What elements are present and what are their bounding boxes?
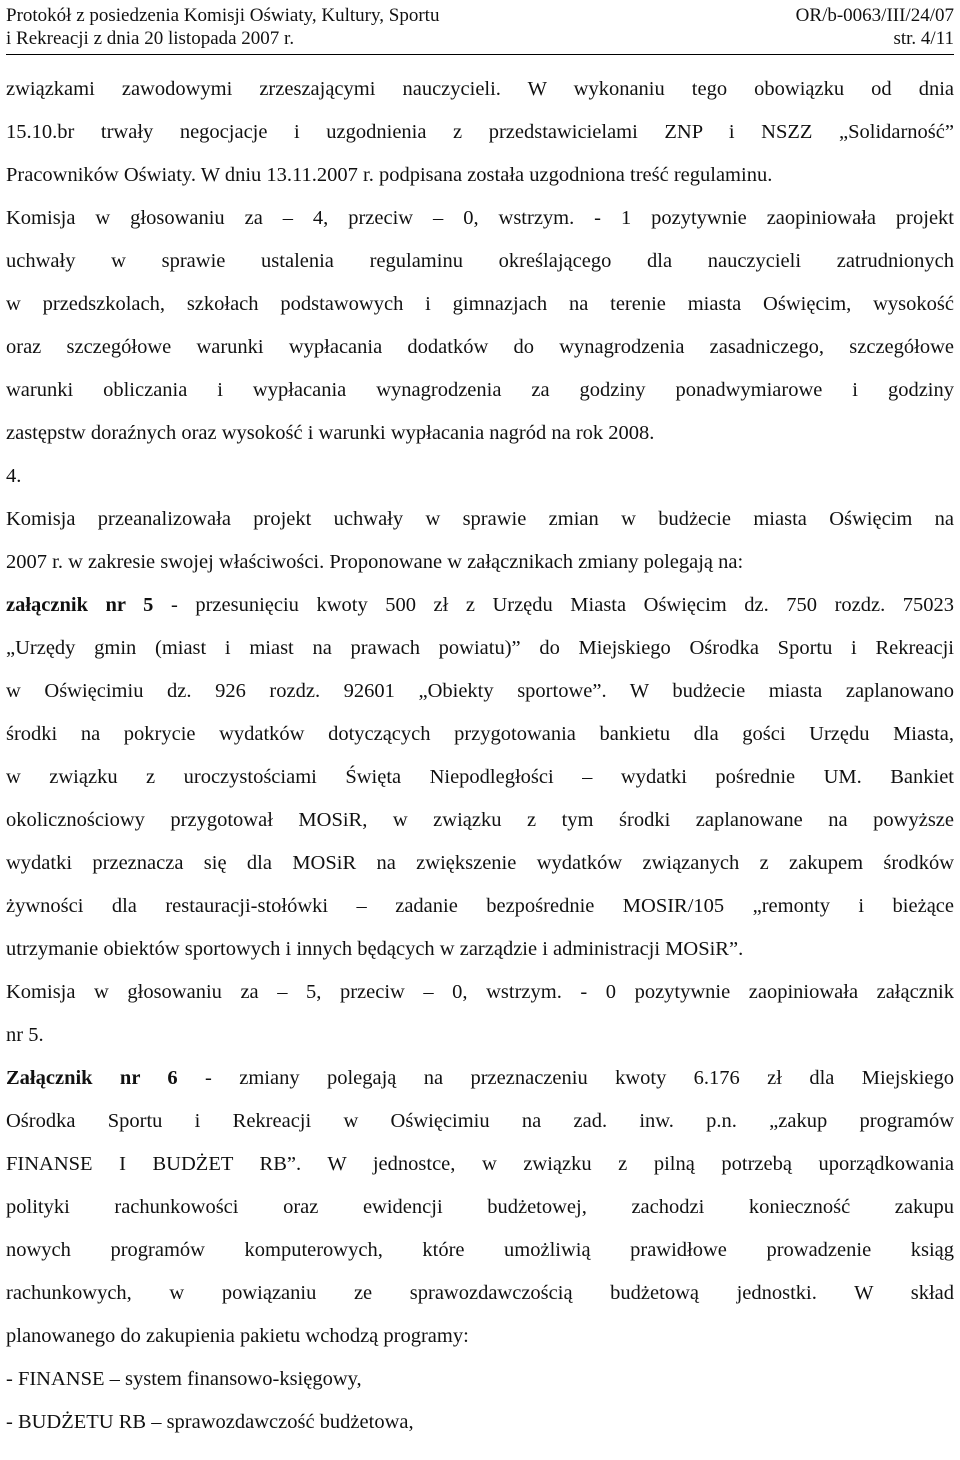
text-line xyxy=(6,369,954,412)
line-text: oraz szczegółowe warunki wypłacania dodatków do wynagrodzenia zasadniczego, szczegółowe xyxy=(6,336,954,358)
text-line xyxy=(6,713,954,756)
text-line xyxy=(6,1315,954,1358)
header-row-2 xyxy=(6,27,954,50)
text-line xyxy=(6,111,954,154)
line-text: nr 5. xyxy=(6,1024,44,1046)
text-line xyxy=(6,154,954,197)
text-line xyxy=(6,1186,954,1229)
text-line xyxy=(6,584,954,627)
text-line xyxy=(6,197,954,240)
text-line xyxy=(6,842,954,885)
line-text: okolicznościowy przygotował MOSiR, w związku z tym środki zaplanowane na powyższe xyxy=(6,809,954,831)
text-line xyxy=(6,283,954,326)
text-line xyxy=(6,240,954,283)
line-text: - FINANSE – system finansowo-księgowy, xyxy=(6,1368,362,1390)
line-text: uchwały w sprawie ustalenia regulaminu określającego dla nauczycieli zatrudnionych xyxy=(6,250,954,272)
header-page-label: str. 4/11 xyxy=(893,28,954,49)
text-line xyxy=(6,885,954,928)
document-body xyxy=(6,68,954,1444)
line-text: rachunkowych, w powiązaniu ze sprawozdawczością budżetową jednostki. W skład xyxy=(6,1282,954,1304)
line-text: zastępstw doraźnych oraz wysokość i warunki wypłacania nagród na rok 2008. xyxy=(6,422,655,444)
line-text: nowych programów komputerowych, które umożliwią prawidłowe prowadzenie ksiąg xyxy=(6,1239,954,1261)
text-line xyxy=(6,1057,954,1100)
text-line xyxy=(6,1014,954,1057)
line-text: 15.10.br trwały negocjacje i uzgodnienia z przedstawicielami ZNP i NSZZ „Solidarność” xyxy=(6,121,954,143)
text-line xyxy=(6,541,954,584)
line-text: 4. xyxy=(6,465,22,487)
page-header xyxy=(6,4,954,55)
text-line xyxy=(6,971,954,1014)
line-text: utrzymanie obiektów sportowych i innych będących w zarządzie i administracji MOSiR”. xyxy=(6,938,744,960)
header-title-line1: Protokół z posiedzenia Komisji Oświaty, Kultury, Sportu xyxy=(6,5,440,26)
text-line xyxy=(6,627,954,670)
line-text: środki na pokrycie wydatków dotyczących przygotowania bankietu dla gości Urzędu Miasta, xyxy=(6,723,954,745)
text-line xyxy=(6,1100,954,1143)
text-line xyxy=(6,1272,954,1315)
line-text: polityki rachunkowości oraz ewidencji budżetowej, zachodzi konieczność zakupu xyxy=(6,1196,954,1218)
line-text: - BUDŻETU RB – sprawozdawczość budżetowa, xyxy=(6,1411,414,1433)
line-text: w związku z uroczystościami Święta Niepodległości – wydatki pośrednie UM. Bankiet xyxy=(6,766,954,788)
line-text: żywności dla restauracji-stołówki – zadanie bezpośrednie MOSIR/105 „remonty i bieżące xyxy=(6,895,954,917)
line-text: - zmiany polegają na przeznaczeniu kwoty 6.176 zł dla Miejskiego xyxy=(177,1067,954,1089)
text-line xyxy=(6,455,954,498)
line-text: związkami zawodowymi zrzeszającymi nauczycieli. W wykonaniu tego obowiązku od dnia xyxy=(6,78,954,100)
text-line xyxy=(6,1229,954,1272)
line-text: Komisja przeanalizowała projekt uchwały w sprawie zmian w budżecie miasta Oświęcim na xyxy=(6,508,954,530)
text-line xyxy=(6,412,954,455)
line-text: w Oświęcimiu dz. 926 rozdz. 92601 „Obiekty sportowe”. W budżecie miasta zaplanowano xyxy=(6,680,954,702)
header-doc-number: OR/b-0063/III/24/07 xyxy=(795,5,954,26)
line-text: „Urzędy gmin (miast i miast na prawach powiatu)” do Miejskiego Ośrodka Sportu i Rekreacji xyxy=(6,637,954,659)
line-text: warunki obliczania i wypłacania wynagrodzenia za godziny ponadwymiarowe i godziny xyxy=(6,379,954,401)
line-text: Komisja w głosowaniu za – 4, przeciw – 0, wstrzym. - 1 pozytywnie zaopiniowała projekt xyxy=(6,207,954,229)
text-line xyxy=(6,68,954,111)
line-text: 2007 r. w zakresie swojej właściwości. Proponowane w załącznikach zmiany polegają na: xyxy=(6,551,744,573)
text-line xyxy=(6,1358,954,1401)
line-text: Komisja w głosowaniu za – 5, przeciw – 0, wstrzym. - 0 pozytywnie zaopiniowała załącznik xyxy=(6,981,954,1003)
line-text: Pracowników Oświaty. W dniu 13.11.2007 r. podpisana została uzgodniona treść regulaminu. xyxy=(6,164,773,186)
line-text: FINANSE I BUDŻET RB”. W jednostce, w związku z pilną potrzebą uporządkowania xyxy=(6,1153,954,1175)
text-line xyxy=(6,670,954,713)
text-line xyxy=(6,326,954,369)
text-line xyxy=(6,928,954,971)
line-text: planowanego do zakupienia pakietu wchodzą programy: xyxy=(6,1325,469,1347)
text-line xyxy=(6,498,954,541)
line-text: wydatki przeznacza się dla MOSiR na zwiększenie wydatków związanych z zakupem środków xyxy=(6,852,954,874)
bold-lead: załącznik nr 5 xyxy=(6,594,154,616)
line-text: w przedszkolach, szkołach podstawowych i gimnazjach na terenie miasta Oświęcim, wysokość xyxy=(6,293,954,315)
text-line xyxy=(6,756,954,799)
text-line xyxy=(6,1143,954,1186)
bold-lead: Załącznik nr 6 xyxy=(6,1067,178,1089)
line-text: Ośrodka Sportu i Rekreacji w Oświęcimiu na zad. inw. p.n. „zakup programów xyxy=(6,1110,954,1132)
text-line xyxy=(6,799,954,842)
text-line xyxy=(6,1401,954,1444)
line-text: - przesunięciu kwoty 500 zł z Urzędu Miasta Oświęcim dz. 750 rozdz. 75023 xyxy=(153,594,954,616)
header-row-1 xyxy=(6,4,954,27)
header-title-line2: i Rekreacji z dnia 20 listopada 2007 r. xyxy=(6,28,295,49)
